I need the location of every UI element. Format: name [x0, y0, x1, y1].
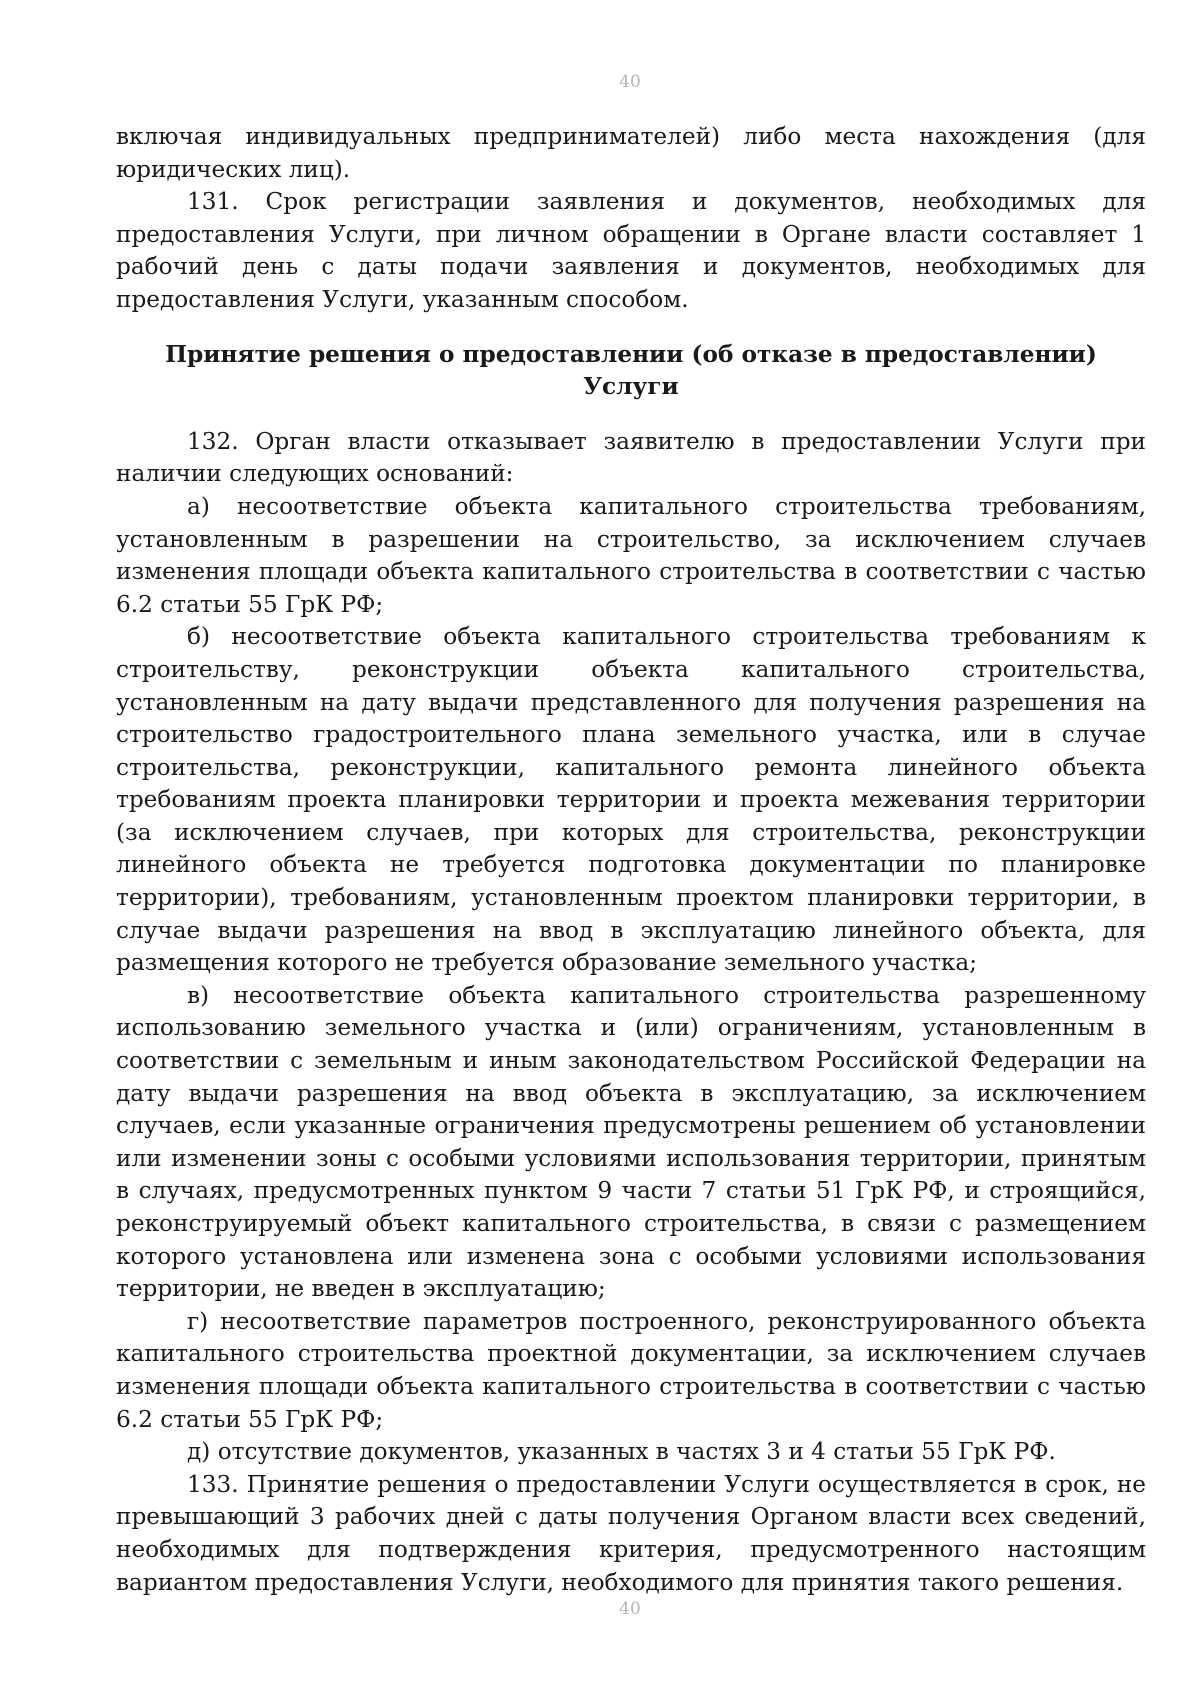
section-heading: Принятие решения о предоставлении (об отказе в предоставлении) Услуги — [165, 340, 1097, 401]
paragraph-133: 133. Принятие решения о предоставлении Услуги осуществляется в срок, не превышающий 3 рабочих дней с даты получения Органом власти всех сведений, необходимых для подтверждения критерия, предусмотренного настоящим вариантом предоставления Услуги, необходимого для принятия такого решения. — [116, 1470, 1146, 1596]
document-body — [116, 121, 1146, 1599]
list-item-a: а) несоответствие объекта капитального строительства требованиям, установленным в разрешении на строительство, за исключением случаев изменения площади объекта капитального строительства в соответствии с частью 6.2 статьи 55 ГрК РФ; — [116, 492, 1146, 618]
list-item-v: в) несоответствие объекта капитального строительства разрешенному использованию земельного участка и (или) ограничениям, установленным в соответствии с земельным и иным законодательством Российской Федерации на дату выдачи разрешения на ввод объекта в эксплуатацию, за исключением случаев, если указанные ограничения предусмотрены решением об установлении или изменении зоны с особыми условиями использования территории, принятым в случаях, предусмотренных пунктом 9 части 7 статьи 51 ГрК РФ, и строящийся, реконструируемый объект капитального строительства, в связи с размещением которого установлена или изменена зона с особыми условиями использования территории, не введен в эксплуатацию; — [116, 981, 1146, 1303]
list-item-g: г) несоответствие параметров построенного, реконструированного объекта капитального строительства проектной документации, за исключением случаев изменения площади объекта капитального строительства в соответствии с частью 6.2 статьи 55 ГрК РФ; — [116, 1307, 1146, 1433]
paragraph-132: 132. Орган власти отказывает заявителю в предоставлении Услуги при наличии следующих оснований: — [116, 427, 1146, 488]
paragraph-continuation: включая индивидуальных предпринимателей) либо места нахождения (для юридических лиц). — [116, 123, 1146, 183]
page-number-top: 40 — [619, 72, 641, 92]
list-item-b: б) несоответствие объекта капитального строительства требованиям к строительству, реконструкции объекта капитального строительства, установленным на дату выдачи представленного для получения разрешения на строительство градостроительного плана земельного участка, или в случае строительства, реконструкции, капитального ремонта линейного объекта требованиям проекта планировки территории и проекта межевания территории (за исключением случаев, при которых для строительства, реконструкции линейного объекта не требуется подготовка документации по планировке территории), требованиям, установленным проектом планировки территории, в случае выдачи разрешения на ввод в эксплуатацию линейного объекта, для размещения которого не требуется образование земельного участка; — [116, 623, 1146, 977]
paragraph-131: 131. Срок регистрации заявления и документов, необходимых для предоставления Услуги, при личном обращении в Органе власти составляет 1 рабочий день с даты подачи заявления и документов, необходимых для предоставления Услуги, указанным способом. — [116, 188, 1146, 313]
list-item-d: д) отсутствие документов, указанных в частях 3 и 4 статьи 55 ГрК РФ. — [187, 1438, 1056, 1466]
page-number-bottom: 40 — [619, 1599, 641, 1619]
